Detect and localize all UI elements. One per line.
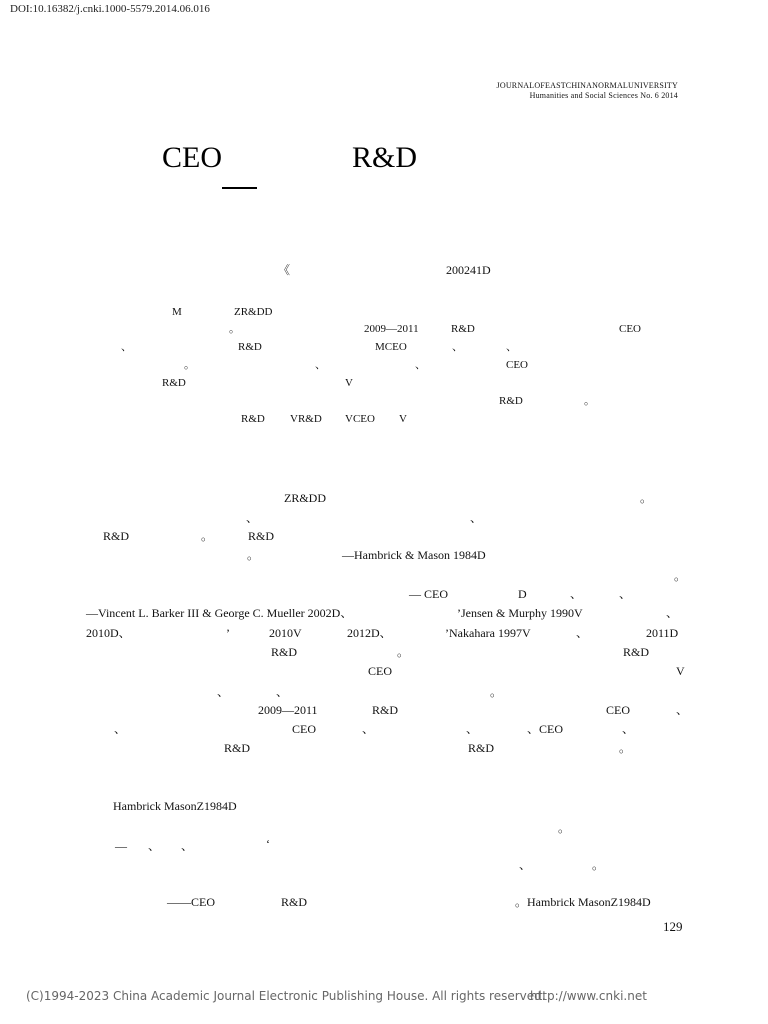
body-rd: R&D	[271, 645, 298, 659]
journal-name: JOURNALOFEASTCHINANORMALUNIVERSITY	[496, 81, 678, 90]
body-comma: 、	[570, 587, 583, 601]
affiliation-quote: 《	[278, 263, 291, 277]
body-apostrophe: ’	[226, 626, 230, 640]
body-years: 2009—2011	[258, 703, 318, 717]
keyword-v: V	[399, 413, 407, 425]
abstract-comma: 、	[506, 341, 517, 353]
body-ceo: CEO	[368, 664, 392, 678]
title-rd: R&D	[352, 141, 418, 174]
title-ceo: CEO	[162, 141, 222, 174]
abstract-zrdd: ZR&DD	[234, 306, 273, 318]
abstract-comma: 、	[121, 341, 132, 353]
body-dot: 。	[247, 548, 260, 562]
body-v: V	[676, 664, 685, 678]
abstract-rd: R&D	[238, 341, 262, 353]
citation-jensen-murphy: ’Jensen & Murphy 1990V	[457, 606, 583, 620]
page-number: 129	[663, 919, 683, 934]
citation-nakahara: ’Nakahara 1997V	[445, 626, 531, 640]
keyword-vceo: VCEO	[345, 413, 375, 425]
body-ceo: CEO	[606, 703, 630, 717]
body-dot: 。	[640, 491, 653, 505]
footer-copyright: (C)1994-2023 China Academic Journal Electronic Publishing House. All rights reserved.	[26, 989, 546, 1003]
abstract-rd: R&D	[451, 323, 475, 335]
body-dot: 。	[201, 529, 214, 543]
citation-2012d: 2012D、	[347, 626, 392, 640]
body-rd: R&D	[468, 741, 495, 755]
body-comma: 、	[276, 685, 289, 699]
body-left-quote: ‘	[266, 837, 270, 851]
body-comma: 、	[519, 858, 532, 872]
keyword-vrd: VR&D	[290, 413, 322, 425]
body-ceo: 、CEO	[527, 722, 564, 736]
body-rd: R&D	[248, 529, 275, 543]
abstract-rd: R&D	[499, 395, 523, 407]
body-comma: 、	[470, 511, 483, 525]
abstract-rd: R&D	[162, 377, 186, 389]
citation-hambrick-mason: 。Hambrick MasonZ1984D	[515, 895, 651, 909]
abstract-comma: 、	[415, 359, 426, 371]
body-comma: 、	[362, 722, 375, 736]
body-dash: —	[115, 839, 127, 853]
abstract-dot: 。	[584, 395, 595, 407]
body-rd: R&D	[623, 645, 650, 659]
body-dash-ceo: ——CEO	[167, 895, 215, 909]
body-ceo: CEO	[292, 722, 316, 736]
body-dot: 。	[674, 569, 687, 583]
citation-hambrick-mason: —Hambrick & Mason 1984D	[342, 548, 486, 562]
abstract-ceo: CEO	[506, 359, 528, 371]
body-dot: 。	[490, 685, 503, 699]
body-comma: 、	[114, 722, 127, 736]
body-comma: 、	[148, 839, 161, 853]
abstract-ceo: CEO	[619, 323, 641, 335]
body-rd: R&D	[281, 895, 308, 909]
citation-2011d: 2011D	[646, 626, 679, 640]
body-comma: 、	[666, 606, 679, 620]
keyword-rd: R&D	[241, 413, 265, 425]
body-zrdd: ZR&DD	[284, 491, 326, 505]
body-rd: R&D	[103, 529, 130, 543]
citation-hambrick-mason: Hambrick MasonZ1984D	[113, 799, 237, 813]
body-comma: 、	[576, 626, 589, 640]
abstract-mceo: MCEO	[375, 341, 407, 353]
body-comma: 、	[181, 839, 194, 853]
abstract-v: V	[345, 377, 353, 389]
postcode: 200241D	[446, 263, 491, 277]
citation-2010d: 2010D、	[86, 626, 131, 640]
journal-issue: Humanities and Social Sciences No. 6 2014	[529, 91, 678, 100]
abstract-comma: 、	[452, 341, 463, 353]
body-comma: 、	[619, 587, 632, 601]
author-rule	[222, 187, 257, 189]
body-dash-ceo: — CEO	[409, 587, 448, 601]
abstract-dot: 。	[229, 323, 240, 335]
body-dot: 。	[558, 821, 571, 835]
body-rd: R&D	[372, 703, 399, 717]
abstract-comma: 、	[315, 359, 326, 371]
citation-2010v: 2010V	[269, 626, 302, 640]
abstract-years: 2009—2011	[364, 323, 419, 335]
footer-url[interactable]: http://www.cnki.net	[530, 989, 647, 1003]
body-dot: 。	[397, 645, 410, 659]
body-comma: 、	[246, 511, 259, 525]
body-comma: 、	[622, 722, 635, 736]
body-rd: R&D	[224, 741, 251, 755]
body-comma: 、	[676, 703, 689, 717]
abstract-m: M	[172, 306, 182, 318]
body-dot: 。	[592, 858, 605, 872]
body-d: D	[518, 587, 527, 601]
citation-barker-mueller: —Vincent L. Barker III & George C. Mueller 2002D、	[86, 606, 353, 620]
body-comma: 、	[466, 722, 479, 736]
body-comma: 、	[217, 685, 230, 699]
abstract-dot: 。	[184, 359, 195, 371]
doi-line: DOI:10.16382/j.cnki.1000-5579.2014.06.016	[10, 3, 210, 15]
body-dot: 。	[619, 741, 632, 755]
